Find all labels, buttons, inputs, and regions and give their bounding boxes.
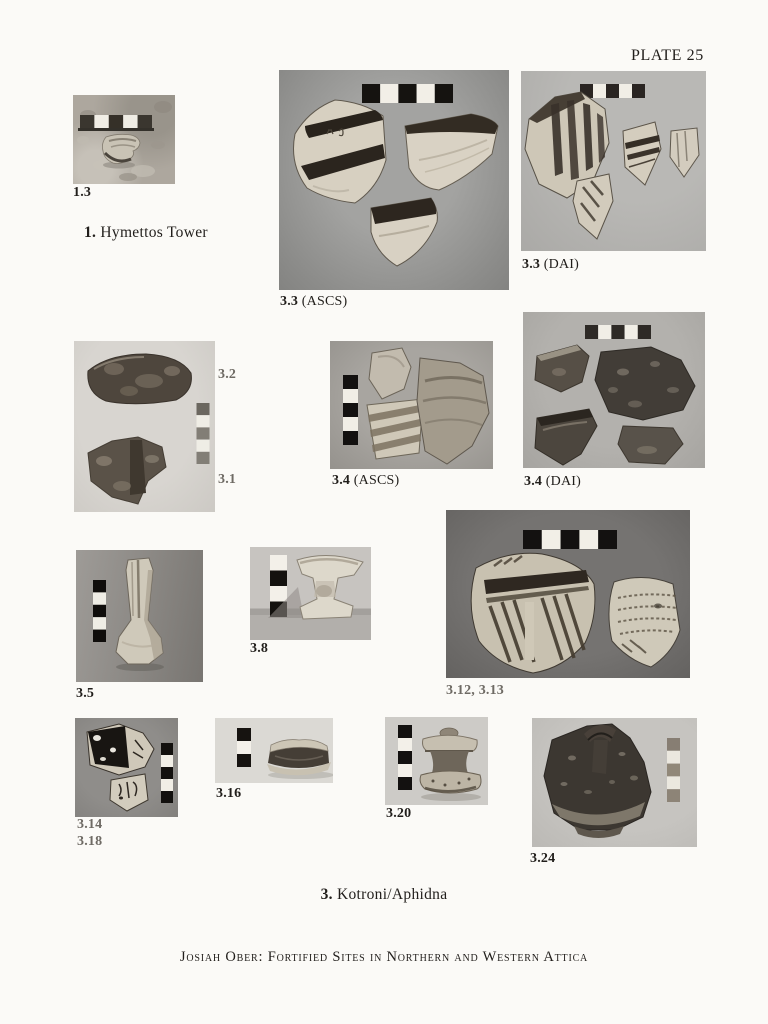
sherd bbox=[102, 134, 140, 168]
figure-label-3-8 bbox=[250, 641, 268, 657]
figure-label-3-20 bbox=[386, 806, 411, 822]
figure-number: 3.5 bbox=[76, 686, 95, 701]
sherd bbox=[267, 740, 333, 779]
figure-number: 3.12, 3.13 bbox=[446, 683, 504, 698]
figure-number: 3.14 bbox=[77, 817, 103, 832]
scale-bar bbox=[197, 403, 210, 464]
figure-number: 1.3 bbox=[73, 185, 92, 200]
sherd bbox=[87, 724, 154, 775]
figure-suffix: (DAI) bbox=[542, 474, 582, 489]
sherd bbox=[405, 114, 498, 190]
figure-label-3-24 bbox=[530, 851, 555, 867]
figure-label-3-4-dai bbox=[524, 474, 581, 490]
figure-number: 3.18 bbox=[77, 834, 103, 849]
sherd bbox=[88, 354, 192, 404]
scale-bar bbox=[398, 725, 412, 790]
scale-bar bbox=[667, 738, 680, 802]
sherd bbox=[420, 728, 481, 801]
sherd bbox=[609, 577, 680, 667]
figure-number: 3.20 bbox=[386, 806, 412, 821]
figure-label-3-18 bbox=[77, 834, 102, 850]
sherd bbox=[535, 409, 597, 465]
sherd bbox=[595, 347, 695, 420]
sherd bbox=[369, 348, 411, 399]
figure-number: 3.16 bbox=[216, 786, 242, 801]
figure-number: 3.4 bbox=[332, 473, 351, 488]
photo-3-3-ascs-art bbox=[279, 70, 509, 290]
figure-label-3-16 bbox=[216, 786, 241, 802]
sherd bbox=[618, 426, 683, 464]
scale-bar bbox=[585, 325, 651, 339]
figure-number: 3.1 bbox=[218, 472, 237, 487]
scale-bar bbox=[78, 115, 154, 131]
figure-suffix: (ASCS) bbox=[350, 473, 400, 488]
scale-bar bbox=[343, 375, 358, 445]
figure-label-3-12-3-13 bbox=[446, 683, 504, 699]
sherd bbox=[116, 558, 164, 671]
photo-3-5-art bbox=[76, 550, 203, 682]
sherd bbox=[371, 198, 437, 266]
scale-bar bbox=[161, 743, 173, 803]
figure-number: 3.3 bbox=[522, 257, 541, 272]
figure-label-3-2 bbox=[218, 367, 236, 383]
running-title: Josiah Ober: Fortified Sites in Northern and Western Attica bbox=[179, 949, 589, 965]
scale-bar bbox=[523, 530, 617, 549]
section-number: 1. bbox=[84, 224, 97, 241]
plate-number: PLATE 25 bbox=[631, 47, 704, 64]
figure-number: 3.4 bbox=[524, 474, 543, 489]
sherd bbox=[294, 100, 387, 203]
section-name: Hymettos Tower bbox=[96, 224, 208, 241]
figure-label-3-3-dai bbox=[522, 257, 579, 273]
scale-bar bbox=[580, 84, 645, 98]
photo-3-4-dai-art bbox=[523, 312, 705, 468]
photo-3-3-ascs bbox=[279, 70, 509, 290]
photo-3-4-ascs-art bbox=[330, 341, 493, 469]
sherd bbox=[535, 345, 589, 392]
photo-3-4-dai bbox=[523, 312, 705, 468]
sherd bbox=[573, 174, 613, 239]
figure-number: 3.8 bbox=[250, 641, 269, 656]
photo-3-24 bbox=[532, 718, 697, 847]
section-caption-kotroni bbox=[0, 886, 768, 904]
figure-number: 3.24 bbox=[530, 851, 556, 866]
figure-label-3-3-ascs bbox=[280, 294, 347, 310]
photo-3-12-3-13 bbox=[446, 510, 690, 678]
photo-3-3-dai-art bbox=[521, 71, 706, 251]
sherd bbox=[417, 358, 489, 464]
figure-label-3-4-ascs bbox=[332, 473, 399, 489]
photo-3-4-ascs bbox=[330, 341, 493, 469]
photo-3-5 bbox=[76, 550, 203, 682]
figure-number: 3.3 bbox=[280, 294, 299, 309]
photo-3-8 bbox=[250, 547, 371, 640]
photo-3-8-art bbox=[250, 547, 371, 640]
photo-3-14-3-18 bbox=[75, 718, 178, 817]
photo-3-16 bbox=[215, 718, 333, 783]
sherd bbox=[670, 128, 699, 177]
scale-bar bbox=[93, 580, 106, 642]
section-caption-hymettos bbox=[84, 224, 208, 242]
photo-3-20 bbox=[385, 717, 488, 805]
sherd bbox=[471, 553, 595, 673]
scale-bar bbox=[362, 84, 453, 103]
figure-label-1-3 bbox=[73, 185, 91, 201]
sherd bbox=[544, 724, 651, 838]
photo-3-24-art bbox=[532, 718, 697, 847]
sherd bbox=[367, 399, 423, 459]
photo-3-1-3-2-art bbox=[74, 341, 215, 512]
sherd bbox=[623, 122, 661, 185]
sherd bbox=[88, 437, 166, 504]
photo-1-3-art bbox=[73, 95, 175, 184]
figure-suffix: (ASCS) bbox=[298, 294, 348, 309]
photo-3-1-3-2 bbox=[74, 341, 215, 512]
photo-3-16-art bbox=[215, 718, 333, 783]
scale-bar bbox=[237, 728, 251, 767]
figure-label-3-5 bbox=[76, 686, 94, 702]
figure-label-3-14 bbox=[77, 817, 102, 833]
figure-label-3-1 bbox=[218, 472, 236, 488]
photo-3-12-3-13-art bbox=[446, 510, 690, 678]
photo-1-3 bbox=[73, 95, 175, 184]
sherd bbox=[110, 774, 148, 811]
section-number: 3. bbox=[320, 886, 333, 903]
figure-number: 3.2 bbox=[218, 367, 237, 382]
photo-3-20-art bbox=[385, 717, 488, 805]
figure-suffix: (DAI) bbox=[540, 257, 580, 272]
section-name: Kotroni/Aphidna bbox=[332, 886, 448, 903]
photo-3-14-3-18-art bbox=[75, 718, 178, 817]
photo-3-3-dai bbox=[521, 71, 706, 251]
